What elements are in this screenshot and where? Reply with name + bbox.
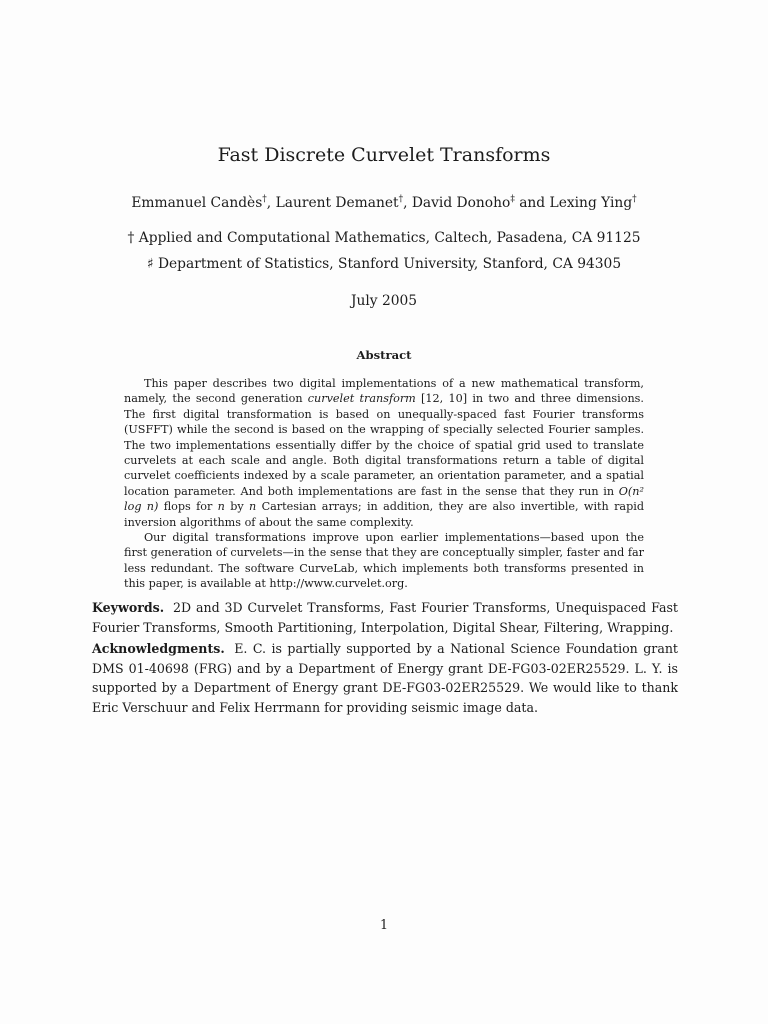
abstract-body <box>124 376 644 592</box>
math-complexity: O(n² log n) <box>124 484 644 514</box>
italic-term: curvelet transform <box>307 392 416 406</box>
author-mark: † <box>262 194 267 205</box>
abstract-paragraph-2: Our digital transformations improve upon earlier implementations—based upon the first generation of curvelets—in the sense that they are conceptually simpler, faster and far less redundant. The software CurveLab, which implements both transforms presented in this paper, is available at http://www.curvelet.org. <box>124 531 644 591</box>
author-3: David Donoho‡ and <box>411 194 550 211</box>
affiliation-symbol: ♯ <box>146 256 154 272</box>
affiliation-text: Applied and Computational Mathematics, Caltech, Pasadena, CA 91125 <box>138 230 641 246</box>
author-4: Lexing Ying† <box>549 194 637 211</box>
acknowledgments-section <box>92 639 678 717</box>
author-2: Laurent Demanet†, <box>275 194 412 211</box>
affiliation-stanford <box>0 256 768 272</box>
abstract-paragraph-1: This paper describes two digital implementations of a new mathematical transform, namely, the second generation curvelet transform [12, 10] in two and three dimensions. The first digital transformation is based on unequally-spaced fast Fourier transforms (USFFT) while the second is based on the wrapping of specially selected Fourier samples. The two implementations essentially differ by the choice of spatial grid used to translate curvelets at each scale and angle. Both digital transformations return a table of digital curvelet coefficients indexed by a scale parameter, an orientation parameter, and a spatial location parameter. And both implementations are fast in the sense that they run in O(n² log n) flops for n by n Cartesian arrays; in addition, they are also invertible, with rapid inversion algorithms of about the same complexity. <box>124 377 644 529</box>
page-number: 1 <box>379 917 388 932</box>
keywords-label: Keywords. <box>92 600 165 615</box>
paper-date: July 2005 <box>350 293 418 309</box>
math-n: n <box>217 500 225 514</box>
author-mark: † <box>632 194 637 205</box>
paper-title: Fast Discrete Curvelet Transforms <box>217 144 551 166</box>
author-list <box>0 195 768 211</box>
acknowledgments-label: Acknowledgments. <box>92 641 225 656</box>
abstract-heading: Abstract <box>356 348 412 362</box>
affiliation-symbol: † <box>127 230 135 246</box>
author-mark: ‡ <box>510 194 515 205</box>
keywords-section <box>92 598 678 637</box>
math-n: n <box>249 500 257 514</box>
acknowledgments-text: E. C. is partially supported by a National Science Foundation grant DMS 01-40698 (FRG) and by a Department of Energy grant DE-FG03-02ER25529. L. Y. is supported by a Department of Energy grant DE-FG03-02ER25529. We would like to thank Eric Verschuur and Felix Herrmann for providing seismic image data. <box>92 641 678 715</box>
author-1: Emmanuel Candès†, <box>131 194 276 211</box>
author-mark: † <box>398 194 404 205</box>
affiliation-text: Department of Statistics, Stanford University, Stanford, CA 94305 <box>157 256 622 272</box>
keywords-text: 2D and 3D Curvelet Transforms, Fast Fourier Transforms, Unequispaced Fast Fourier Transforms, Smooth Partitioning, Interpolation, Digital Shear, Filtering, Wrapping. <box>92 600 678 635</box>
affiliation-caltech <box>0 230 768 246</box>
